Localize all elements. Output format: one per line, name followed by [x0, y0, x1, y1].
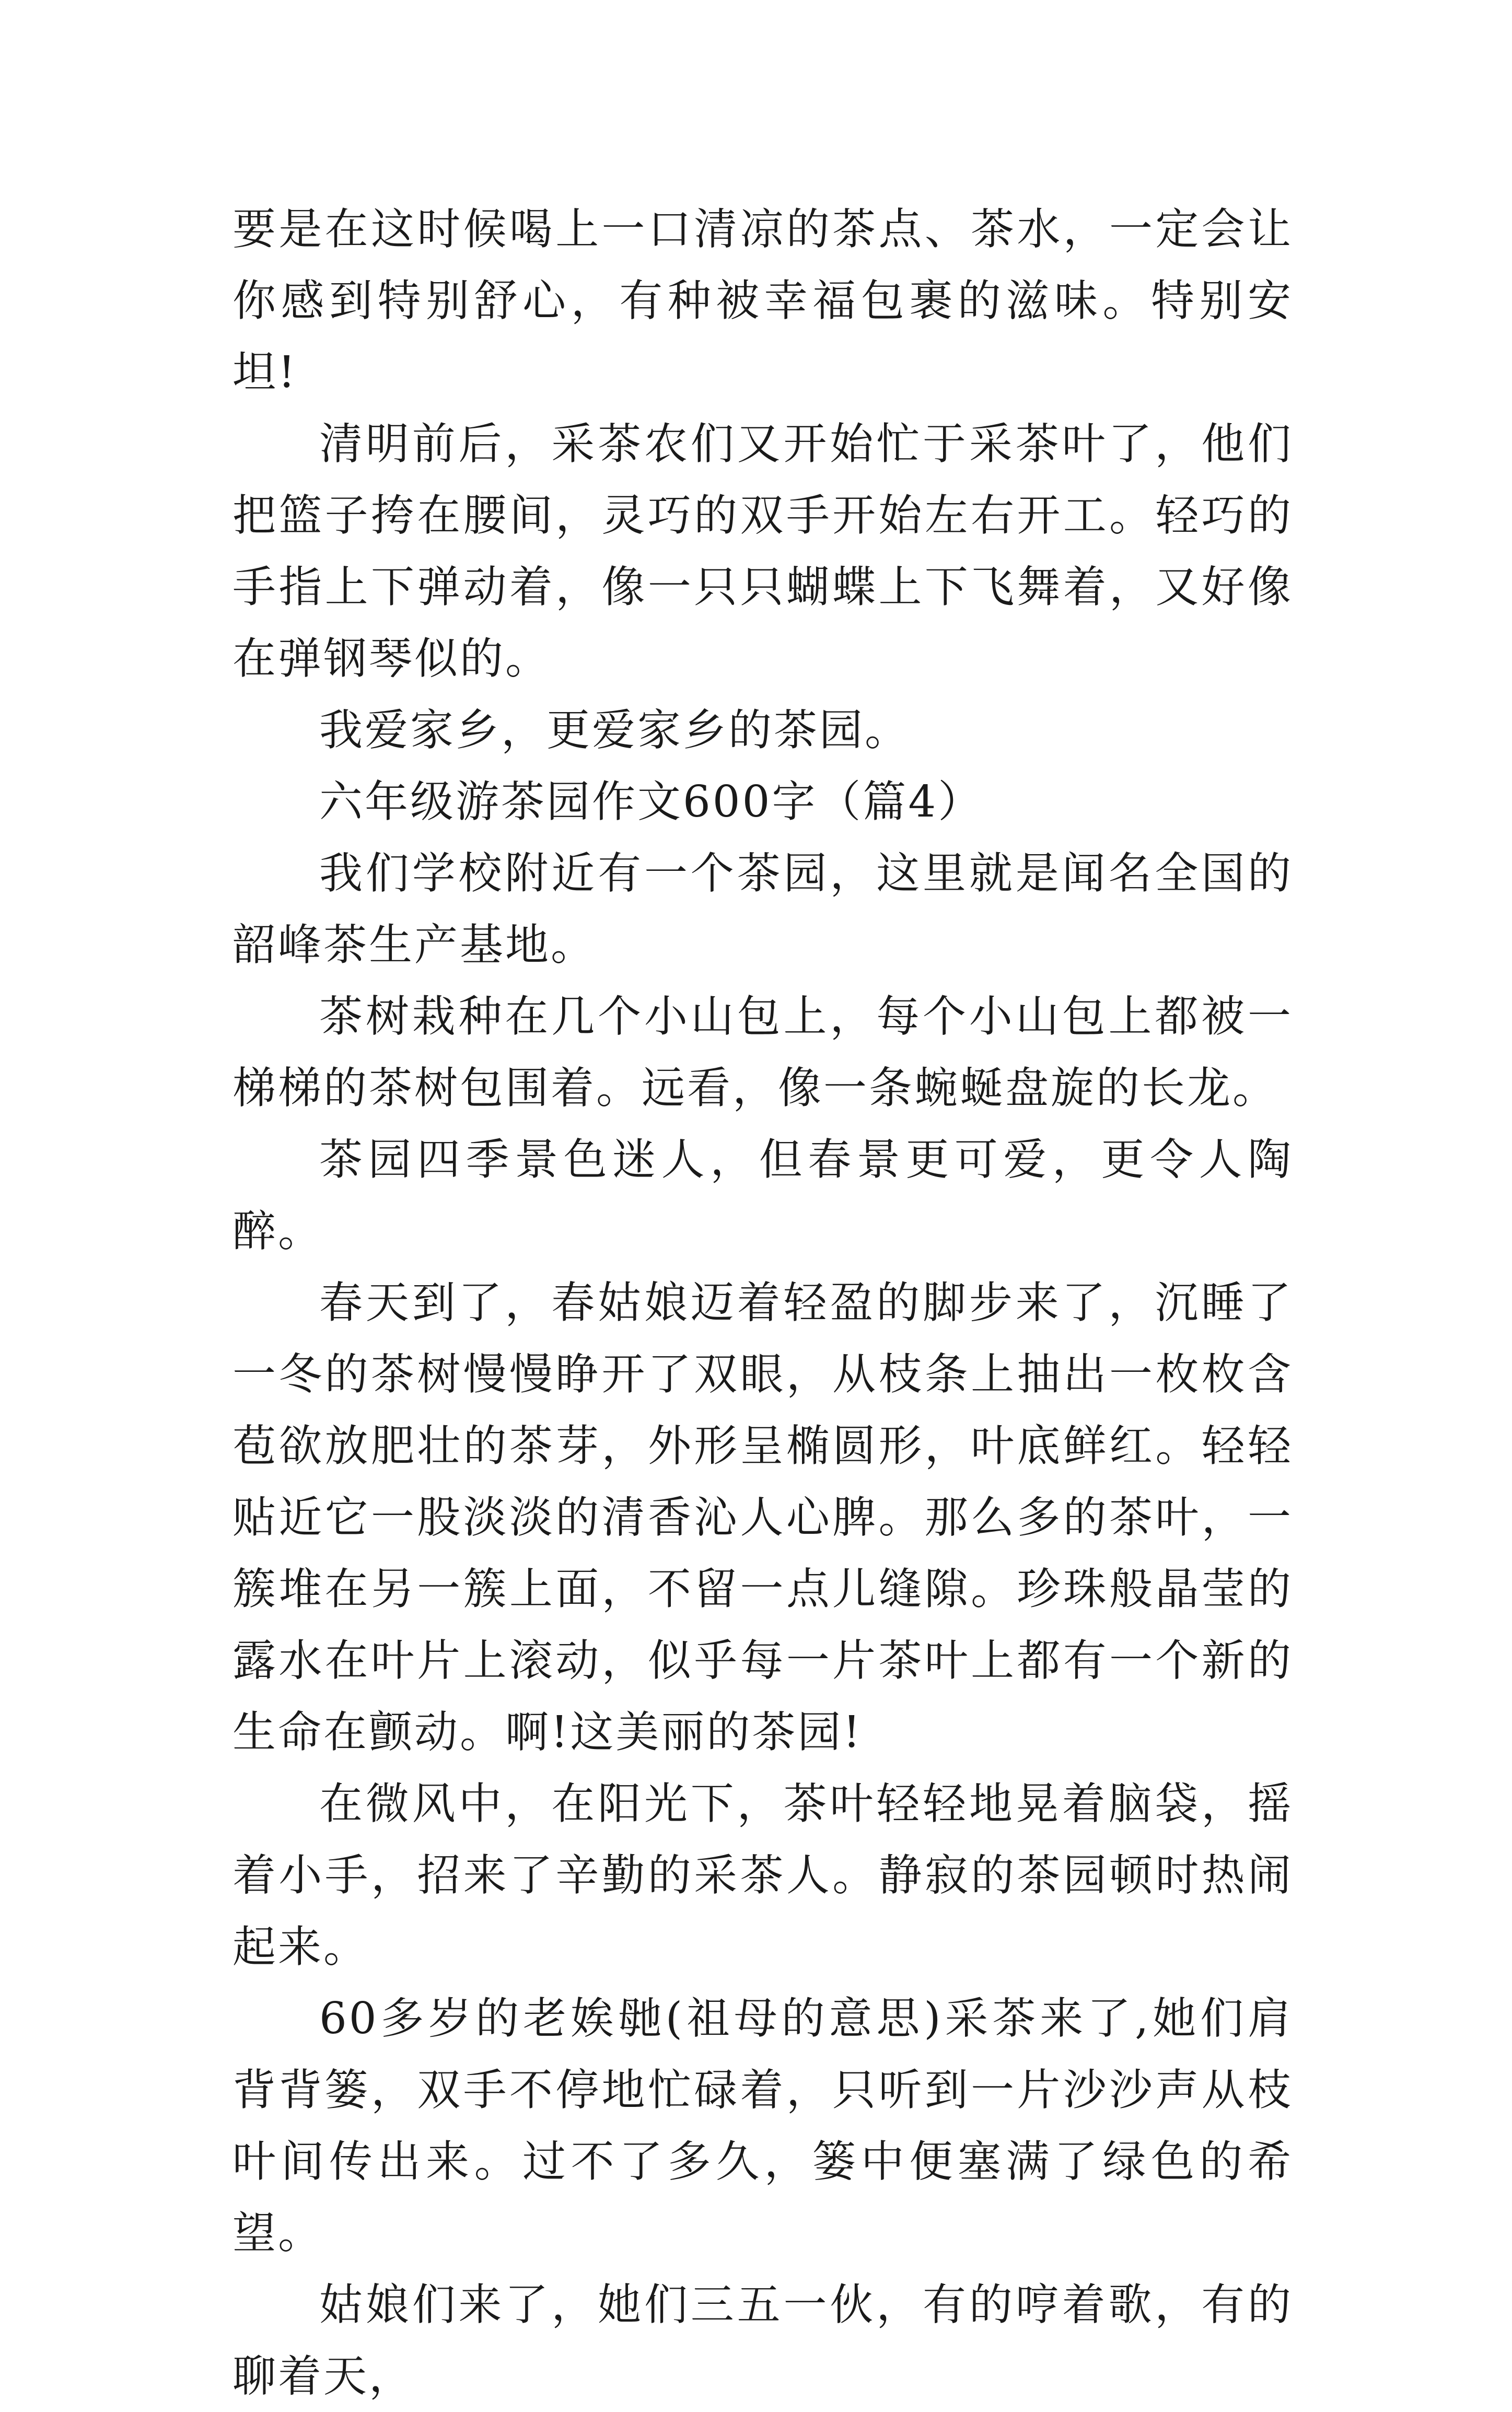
paragraph: 我们学校附近有一个茶园，这里就是闻名全国的韶峰茶生产基地。: [232, 848, 1293, 970]
paragraph: 清明前后，采茶农们又开始忙于采茶叶了，他们把篮子挎在腰间，灵巧的双手开始左右开工。轻巧的手指上下弹动着，像一只只蝴蝶上下飞舞着，又好像在弹钢琴似的。: [232, 418, 1293, 684]
paragraph: 要是在这时候喝上一口清凉的茶点、茶水，一定会让你感到特别舒心，有种被幸福包裹的滋味。特别安坦!: [232, 204, 1293, 398]
paragraph: 茶园四季景色迷人，但春景更可爱，更令人陶醉。: [232, 1134, 1293, 1256]
document-body: [232, 193, 1293, 2412]
paragraph: 在微风中，在阳光下，茶叶轻轻地晃着脑袋，摇着小手，招来了辛勤的采茶人。静寂的茶园顿时热闹起来。: [232, 1778, 1293, 1972]
section-heading: 六年级游茶园作文600字（篇4）: [319, 776, 984, 827]
paragraph: 我爱家乡，更爱家乡的茶园。: [319, 705, 910, 755]
paragraph: 姑娘们来了，她们三五一伙，有的哼着歌，有的聊着天，: [232, 2279, 1293, 2402]
paragraph: 茶树栽种在几个小山包上，每个小山包上都被一梯梯的茶树包围着。远看，像一条蜿蜒盘旋的长龙。: [232, 991, 1293, 1113]
paragraph: 60多岁的老娭毑(祖母的意思)采茶来了,她们肩背背篓，双手不停地忙碌着，只听到一片沙沙声从枝叶间传出来。过不了多久，篓中便塞满了绿色的希望。: [232, 1993, 1293, 2258]
paragraph: 春天到了，春姑娘迈着轻盈的脚步来了，沉睡了一冬的茶树慢慢睁开了双眼，从枝条上抽出一枚枚含苞欲放肥壮的茶芽，外形呈椭圆形，叶底鲜红。轻轻贴近它一股淡淡的清香沁人心脾。那么多的茶叶，一簇堆在另一簇上面，不留一点儿缝隙。珍珠般晶莹的露水在叶片上滚动，似乎每一片茶叶上都有一个新的生命在颤动。啊!这美丽的茶园!: [232, 1277, 1293, 1757]
